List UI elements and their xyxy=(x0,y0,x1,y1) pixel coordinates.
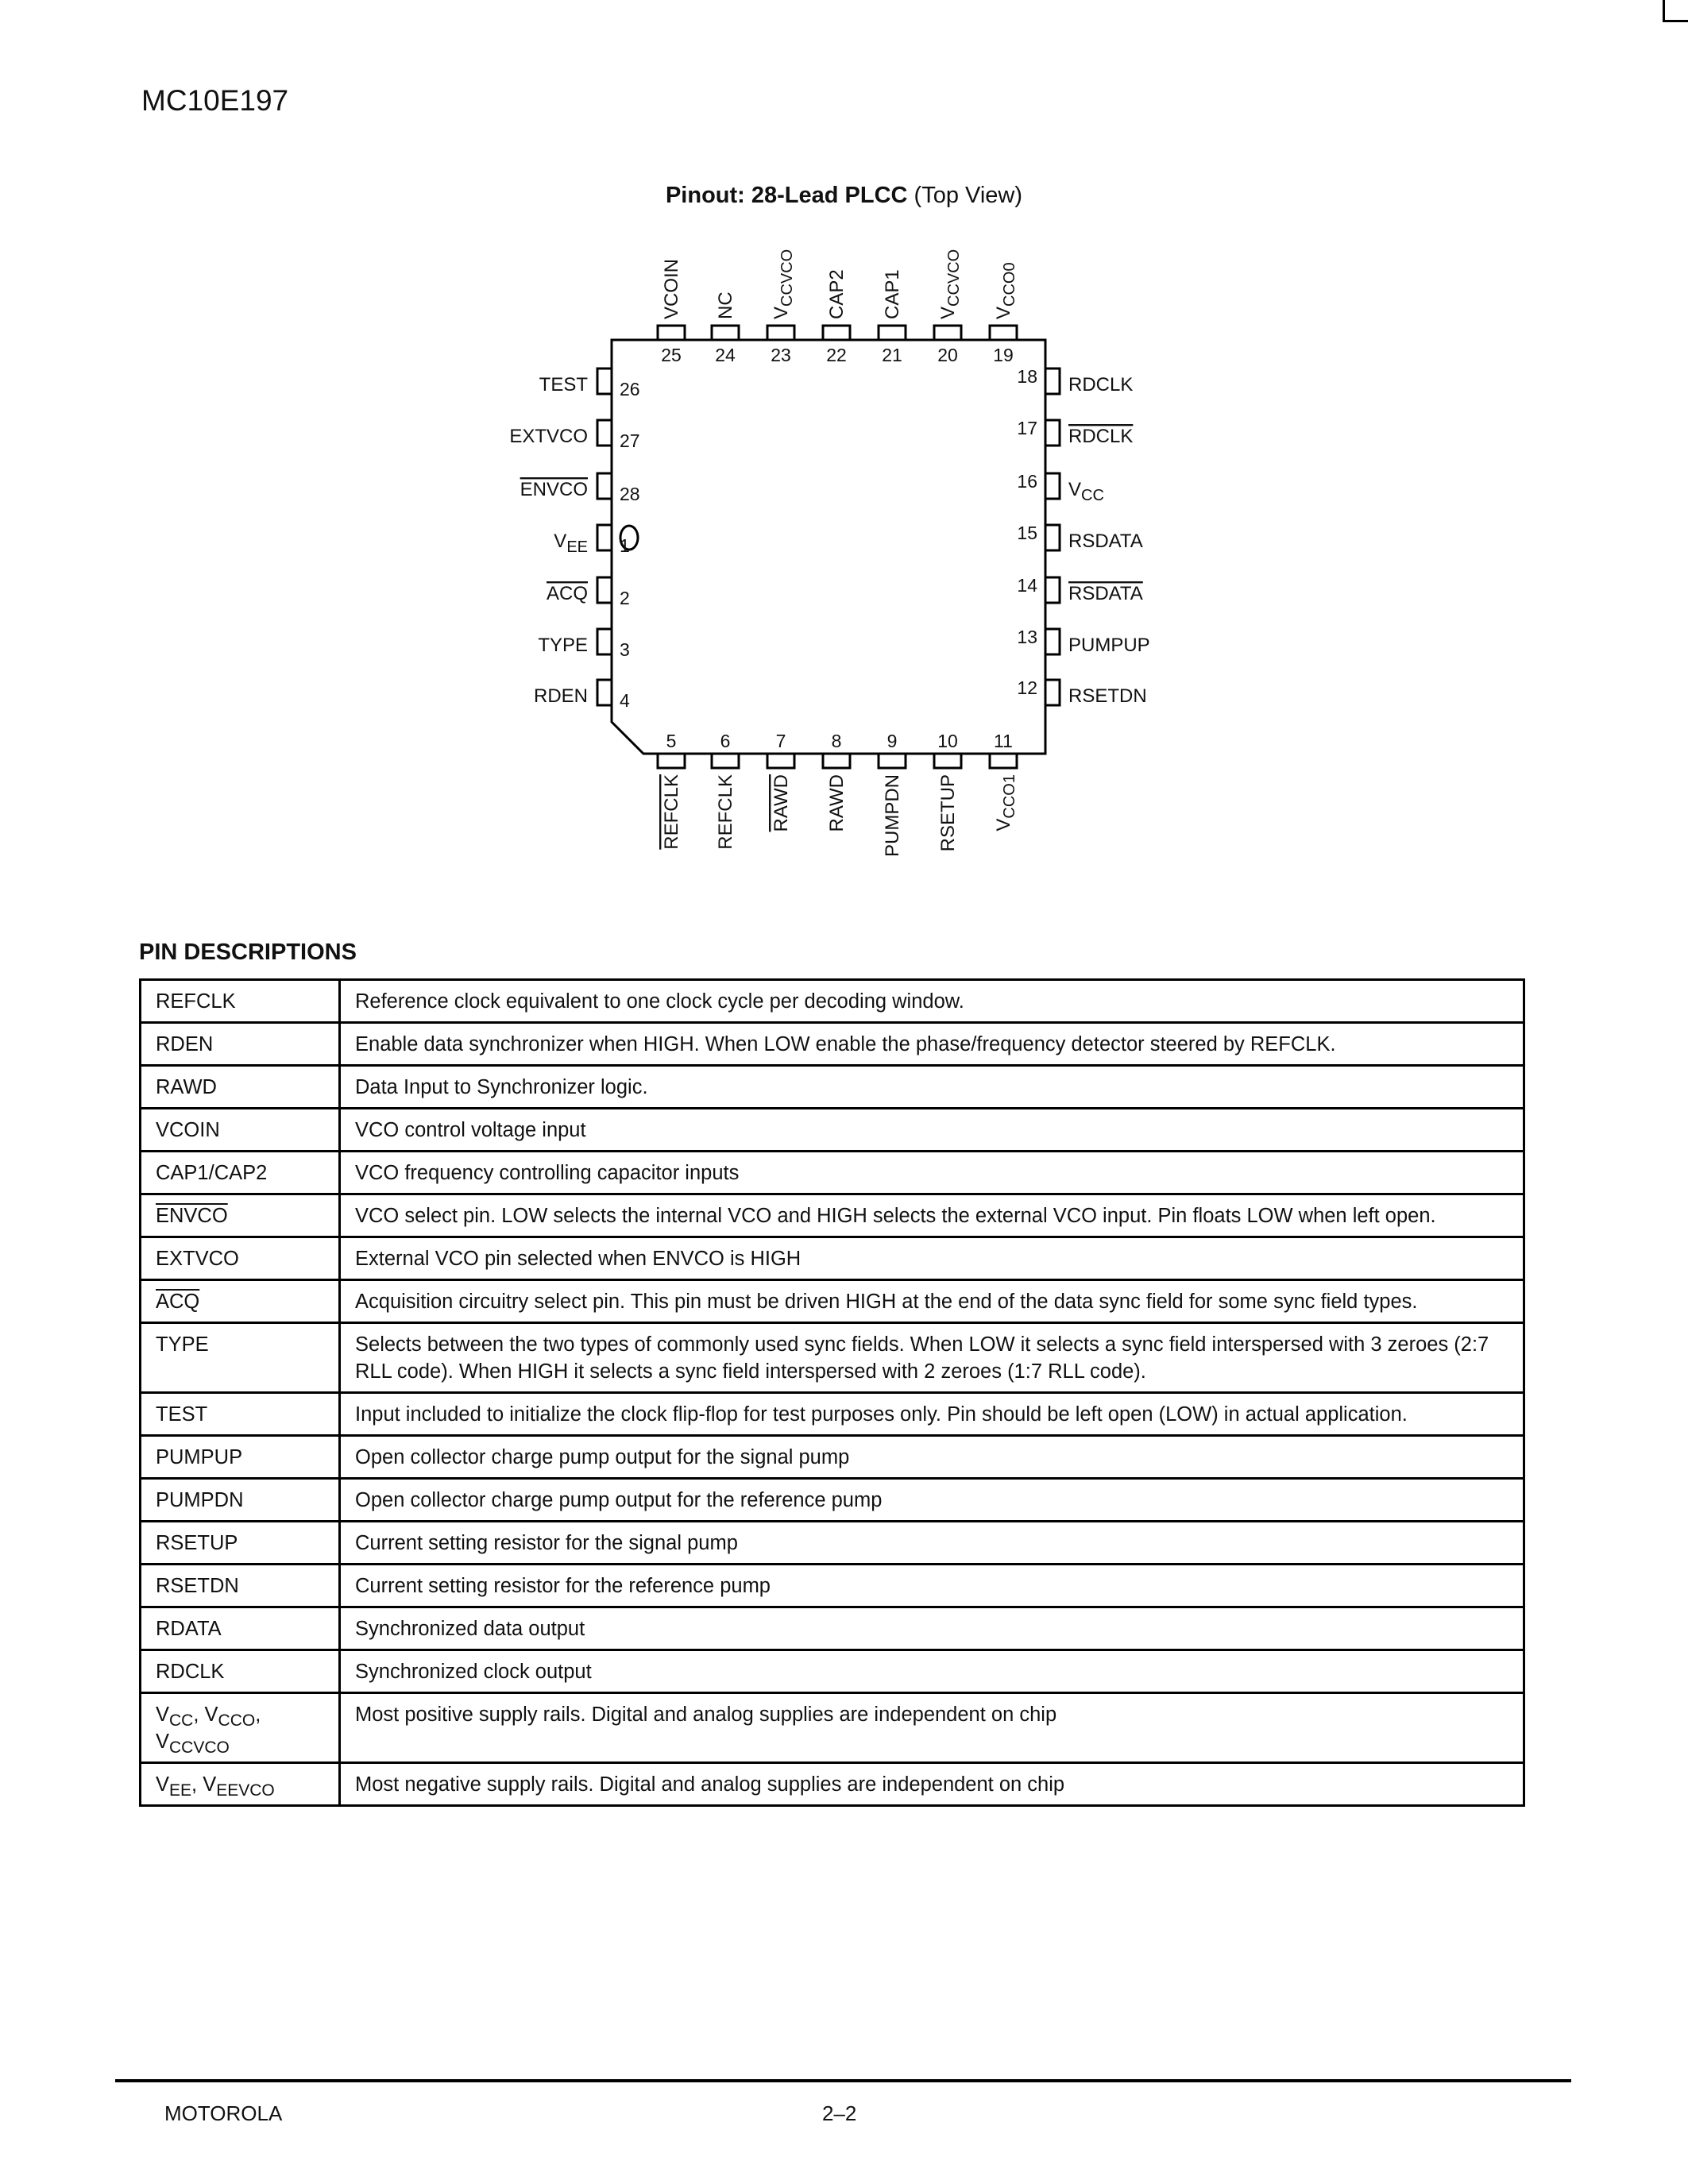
table-row xyxy=(141,1152,1524,1194)
pin-description-cell: Synchronized data output xyxy=(340,1607,1524,1650)
pin-13 xyxy=(1017,627,1149,656)
pin-description-cell: VCO frequency controlling capacitor inputs xyxy=(340,1152,1524,1194)
pin-description-cell: Acquisition circuitry select pin. This pin must be driven HIGH at the end of the data sync field for some sync field types. xyxy=(340,1280,1524,1323)
pin-4 xyxy=(534,680,630,711)
pin-label: RDCLK xyxy=(1068,374,1134,396)
pin-label: CAP2 xyxy=(826,269,848,319)
pin-14 xyxy=(1017,575,1142,604)
pin-number: 15 xyxy=(1017,523,1037,543)
table-row xyxy=(141,1479,1524,1522)
pin-description-cell: Most positive supply rails. Digital and analog supplies are independent on chip xyxy=(340,1693,1524,1763)
pin-description-cell: Synchronized clock output xyxy=(340,1650,1524,1693)
pin-lead xyxy=(597,420,612,446)
pin-number: 2 xyxy=(620,588,630,608)
table-row xyxy=(141,1023,1524,1066)
pin-lead xyxy=(597,629,612,654)
table-row xyxy=(141,1066,1524,1109)
pin-label: CAP1 xyxy=(882,269,903,319)
pin-description-cell: VCO control voltage input xyxy=(340,1109,1524,1152)
pin-label: ENVCO xyxy=(520,479,588,500)
pin-name-cell: RSETUP xyxy=(141,1522,340,1565)
pin-number: 6 xyxy=(720,731,731,751)
table-row xyxy=(141,1323,1524,1393)
pin-7 xyxy=(767,731,794,832)
pin-description-cell: Open collector charge pump output for the signal pump xyxy=(340,1436,1524,1479)
table-row xyxy=(141,1393,1524,1436)
pin-number: 16 xyxy=(1017,471,1037,492)
pin-name-cell: RDEN xyxy=(141,1023,340,1066)
pin-name-cell: PUMPUP xyxy=(141,1436,340,1479)
pin-label: VCOIN xyxy=(661,258,682,319)
pin-number: 1 xyxy=(620,535,630,556)
pin-description-cell: Current setting resistor for the signal pump xyxy=(340,1522,1524,1565)
table-row xyxy=(141,1522,1524,1565)
pin-12 xyxy=(1017,677,1146,707)
table-row xyxy=(141,1237,1524,1280)
pin-name-cell: EXTVCO xyxy=(141,1237,340,1280)
pin-lead xyxy=(990,326,1017,340)
pin-lead xyxy=(823,754,850,768)
pin-number: 25 xyxy=(661,345,682,365)
pin-lead xyxy=(823,326,850,340)
pin-lead xyxy=(934,754,961,768)
pin-lead xyxy=(767,326,794,340)
pin-label: $V_{CCVCO}$ xyxy=(771,249,796,319)
pin-name-cell: TYPE xyxy=(141,1323,340,1393)
pin-description-cell: Open collector charge pump output for the reference pump xyxy=(340,1479,1524,1522)
pin-label: RAWD xyxy=(826,774,848,832)
pin-lead xyxy=(597,525,612,550)
pin-number: 14 xyxy=(1017,575,1037,596)
pin-label: PUMPDN xyxy=(882,774,903,858)
pinout-title-bold: Pinout: 28-Lead PLCC xyxy=(665,183,908,208)
pin-label: RSETUP xyxy=(937,774,959,852)
pin-number: 9 xyxy=(886,731,898,751)
pin-label: REFCLK xyxy=(715,774,736,850)
pin-label: EXTVCO xyxy=(509,426,588,447)
table-row xyxy=(141,1109,1524,1152)
pin-number: 18 xyxy=(1017,366,1037,387)
pin-label: RAWD xyxy=(771,774,792,832)
pin-lead xyxy=(1045,473,1060,499)
pin-label: RSETDN xyxy=(1068,685,1147,707)
table-row xyxy=(141,1194,1524,1237)
pin-6 xyxy=(712,731,739,850)
part-number: MC10E197 xyxy=(141,84,289,117)
pin-number: 13 xyxy=(1017,627,1037,647)
pin-number: 17 xyxy=(1017,418,1037,438)
pin-2 xyxy=(547,577,630,608)
pin-name-cell: RAWD xyxy=(141,1066,340,1109)
pin-name-cell: TEST xyxy=(141,1393,340,1436)
pin-label: $V_{CCVCO}$ xyxy=(937,249,963,319)
pin-label: RDCLK xyxy=(1068,426,1134,447)
pin-lead xyxy=(597,680,612,705)
pin-10 xyxy=(934,731,961,851)
pin-name-cell: $V_{EE}$, $V_{EEVCO}$ xyxy=(141,1763,340,1806)
pin-label: TEST xyxy=(539,374,588,396)
pin-number: 8 xyxy=(831,731,842,751)
pin-number: 3 xyxy=(620,639,630,660)
pin-8 xyxy=(823,731,850,832)
pin-description-cell: Enable data synchronizer when HIGH. When LOW enable the phase/frequency detector steered by REFCLK. xyxy=(340,1023,1524,1066)
pin-label: NC xyxy=(715,291,736,319)
pin-number: 7 xyxy=(775,731,786,751)
pin-5 xyxy=(658,731,685,850)
pin-number: 10 xyxy=(937,731,958,751)
pin-number: 28 xyxy=(620,484,640,504)
pin-description-cell: VCO select pin. LOW selects the internal VCO and HIGH selects the external VCO input. Pin floats LOW when left open. xyxy=(340,1194,1524,1237)
pin-name-cell: ENVCO xyxy=(141,1194,340,1237)
pin-number: 12 xyxy=(1017,677,1037,698)
pin-label: $V_{CCO0}$ xyxy=(993,262,1018,319)
pin-name-cell: $V_{CC}$, $V_{CCO}$, $V_{CCVCO}$ xyxy=(141,1693,340,1763)
pin-description-cell: Data Input to Synchronizer logic. xyxy=(340,1066,1524,1109)
pin-15 xyxy=(1017,523,1142,552)
pin-name-cell: REFCLK xyxy=(141,980,340,1023)
footer-brand: MOTOROLA xyxy=(164,2101,283,2125)
pin-lead xyxy=(1045,369,1060,394)
pin-23 xyxy=(767,249,796,365)
table-row xyxy=(141,1436,1524,1479)
pin-description-cell: Selects between the two types of commonly used sync fields. When LOW it selects a sync field interspersed with 3 zeroes (2:7 RLL code). When HIGH it selects a sync field interspersed with 2 zeroes (1:7 RLL code). xyxy=(340,1323,1524,1393)
pin-26 xyxy=(539,369,640,399)
pin-number: 11 xyxy=(994,731,1013,751)
pin-description-cell: Current setting resistor for the reference pump xyxy=(340,1565,1524,1607)
pin-label: REFCLK xyxy=(661,774,682,850)
pin-lead xyxy=(658,326,685,340)
pin-19 xyxy=(990,262,1018,365)
pin-description-cell: Most negative supply rails. Digital and analog supplies are independent on chip xyxy=(340,1763,1524,1806)
pin-27 xyxy=(509,420,639,451)
pin-label: $V_{CC}$ xyxy=(1068,479,1104,504)
pin-number: 4 xyxy=(620,690,630,711)
pin-lead xyxy=(934,326,961,340)
pin-number: 20 xyxy=(937,345,958,365)
pin-lead xyxy=(658,754,685,768)
pin-3 xyxy=(538,629,629,660)
pin-descriptions-table xyxy=(139,978,1525,1807)
pin-description-cell: External VCO pin selected when ENVCO is HIGH xyxy=(340,1237,1524,1280)
pin-label: ACQ xyxy=(546,583,588,604)
pin-18 xyxy=(1017,366,1133,396)
pin-description-cell: Input included to initialize the clock flip-flop for test purposes only. Pin should be left open (LOW) in actual application. xyxy=(340,1393,1524,1436)
pin-lead xyxy=(1045,420,1060,446)
pin-16 xyxy=(1017,471,1104,504)
pin-name-cell: RSETDN xyxy=(141,1565,340,1607)
pin-label: $V_{CCO1}$ xyxy=(993,774,1018,832)
pin-lead xyxy=(1045,680,1060,705)
pin-lead xyxy=(879,754,906,768)
pin-20 xyxy=(934,249,963,365)
pin-label: PUMPUP xyxy=(1068,635,1150,656)
pin-lead xyxy=(597,473,612,499)
pin-description-cell: Reference clock equivalent to one clock cycle per decoding window. xyxy=(340,980,1524,1023)
pin-22 xyxy=(823,269,850,365)
pin-number: 26 xyxy=(620,379,640,399)
table-row xyxy=(141,1693,1524,1763)
pin-label: TYPE xyxy=(538,635,588,656)
pin-number: 27 xyxy=(620,430,640,451)
pin-17 xyxy=(1017,418,1133,447)
pin-28 xyxy=(520,473,640,504)
pin-lead xyxy=(712,754,739,768)
pin-number: 22 xyxy=(826,345,847,365)
table-row xyxy=(141,1763,1524,1806)
pin-lead xyxy=(597,577,612,603)
package-body xyxy=(612,340,1045,754)
pin-label: RSDATA xyxy=(1068,531,1143,552)
table-row xyxy=(141,1280,1524,1323)
pin-lead xyxy=(1045,525,1060,550)
pin-lead xyxy=(990,754,1017,768)
pin-label: RDEN xyxy=(533,685,588,707)
table-row xyxy=(141,1565,1524,1607)
pin-lead xyxy=(879,326,906,340)
plcc-pinout-diagram xyxy=(0,0,1688,889)
pin-1 xyxy=(554,525,638,556)
table-row xyxy=(141,980,1524,1023)
pin-lead xyxy=(1045,577,1060,603)
pin-number: 23 xyxy=(771,345,791,365)
pin-24 xyxy=(712,291,739,365)
pin-lead xyxy=(1045,629,1060,654)
pin-name-cell: $\overline{ACQ}$ xyxy=(141,1280,340,1323)
pin-name-cell: RDATA xyxy=(141,1607,340,1650)
pin-label: $V_{EE}$ xyxy=(554,531,588,556)
pin-name-cell: VCOIN xyxy=(141,1109,340,1152)
pin-11 xyxy=(990,731,1018,832)
table-row xyxy=(141,1650,1524,1693)
pin-descriptions-heading: PIN DESCRIPTIONS xyxy=(139,940,357,965)
pin-name-cell: CAP1/CAP2 xyxy=(141,1152,340,1194)
pin-label: RSDATA xyxy=(1068,583,1143,604)
pin-25 xyxy=(658,259,685,365)
pin-number: 21 xyxy=(882,345,902,365)
pin-9 xyxy=(879,731,906,857)
footer-rule xyxy=(115,2079,1571,2082)
pin-lead xyxy=(712,326,739,340)
pin-lead xyxy=(767,754,794,768)
footer-page-number: 2–2 xyxy=(822,2101,857,2125)
pin-21 xyxy=(879,269,906,365)
pin-name-cell: PUMPDN xyxy=(141,1479,340,1522)
pin-number: 19 xyxy=(993,345,1014,365)
pin-number: 5 xyxy=(666,731,677,751)
pinout-title-view: (Top View) xyxy=(914,183,1023,208)
table-row xyxy=(141,1607,1524,1650)
pin-name-cell: RDCLK xyxy=(141,1650,340,1693)
pin-lead xyxy=(597,369,612,394)
pin-number: 24 xyxy=(715,345,736,365)
